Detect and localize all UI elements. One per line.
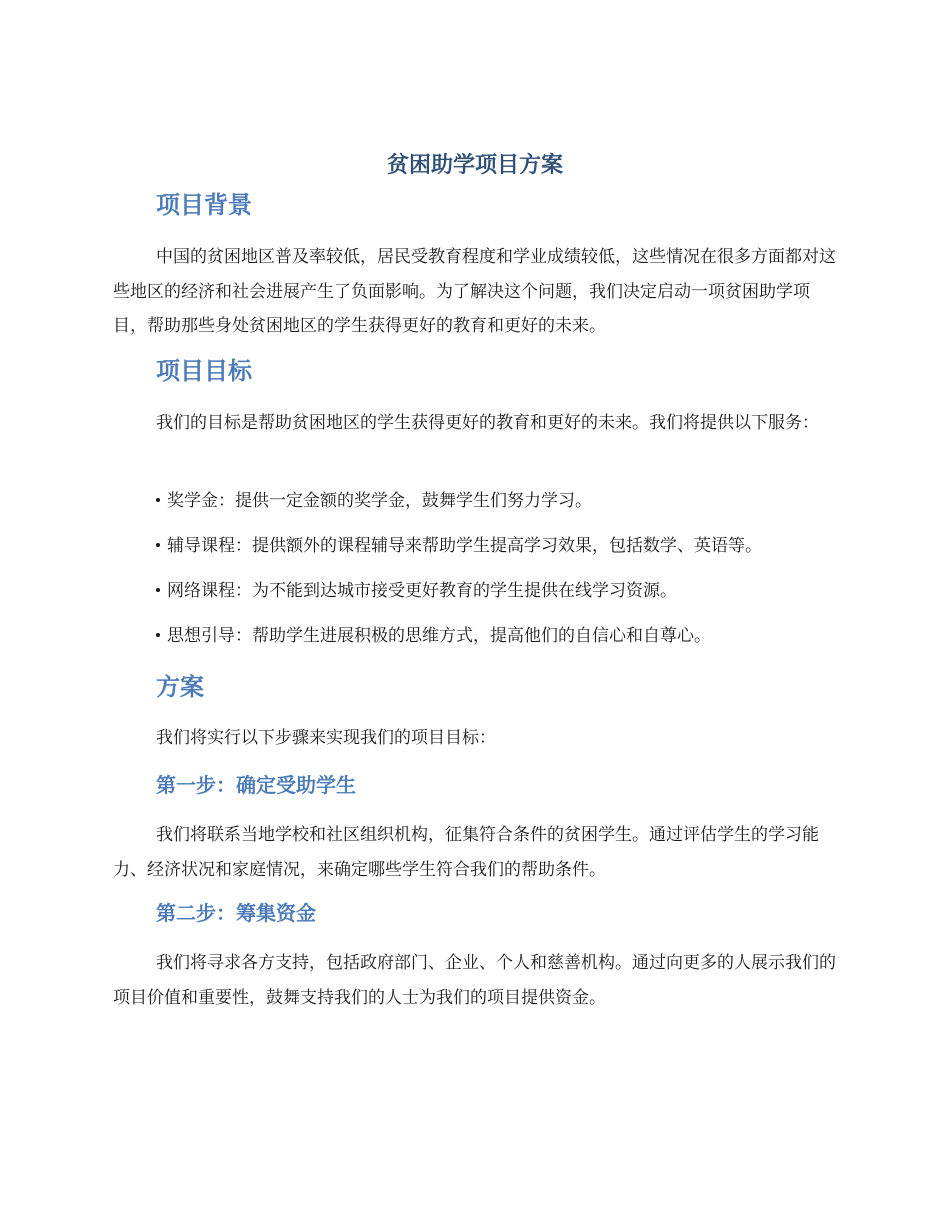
bullet-text: 奖学金：提供一定金额的奖学金，鼓舞学生们努力学习。 [167, 491, 592, 511]
step1-paragraph: 我们将联系当地学校和社区组织机构，征集符合条件的贫困学生。通过评估学生的学习能力、经济状况和家庭情况，来确定哪些学生符合我们的帮助条件。 [113, 825, 819, 880]
bullet-dot-icon [156, 633, 160, 637]
background-paragraph: 中国的贫困地区普及率较低，居民受教育程度和学业成绩较低，这些情况在很多方面都对这些地区的经济和社会进展产生了负面影响。为了解决这个问题，我们决定启动一项贫困助学项目，帮助那些身处贫困地区的学生获得更好的教育和更好的未来。 [113, 247, 836, 336]
goal-bullet-online [156, 579, 677, 603]
step2-heading: 第二步：筹集资金 [156, 901, 316, 925]
section-heading-goals: 项目目标 [156, 357, 252, 385]
bullet-dot-icon [156, 543, 160, 547]
goal-bullet-scholarship [156, 489, 592, 513]
section-heading-background: 项目背景 [156, 191, 252, 219]
bullet-dot-icon [156, 498, 160, 502]
step2-paragraph: 我们将寻求各方支持，包括政府部门、企业、个人和慈善机构。通过向更多的人展示我们的项目价值和重要性，鼓舞支持我们的人士为我们的项目提供资金。 [113, 953, 836, 1008]
goal-bullet-mindset [156, 624, 711, 648]
document-title: 贫困助学项目方案 [386, 153, 563, 178]
goal-bullet-tutoring [156, 534, 762, 558]
goals-paragraph: 我们的目标是帮助贫困地区的学生获得更好的教育和更好的未来。我们将提供以下服务： [156, 413, 819, 433]
section-heading-plan: 方案 [156, 673, 204, 701]
bullet-text: 网络课程：为不能到达城市接受更好教育的学生提供在线学习资源。 [167, 581, 677, 601]
plan-intro: 我们将实行以下步骤来实现我们的项目目标： [156, 728, 496, 748]
bullet-text: 思想引导：帮助学生进展积极的思维方式，提高他们的自信心和自尊心。 [167, 626, 711, 646]
bullet-dot-icon [156, 588, 160, 592]
step1-heading: 第一步：确定受助学生 [156, 773, 356, 797]
bullet-text: 辅导课程：提供额外的课程辅导来帮助学生提高学习效果，包括数学、英语等。 [167, 536, 762, 556]
